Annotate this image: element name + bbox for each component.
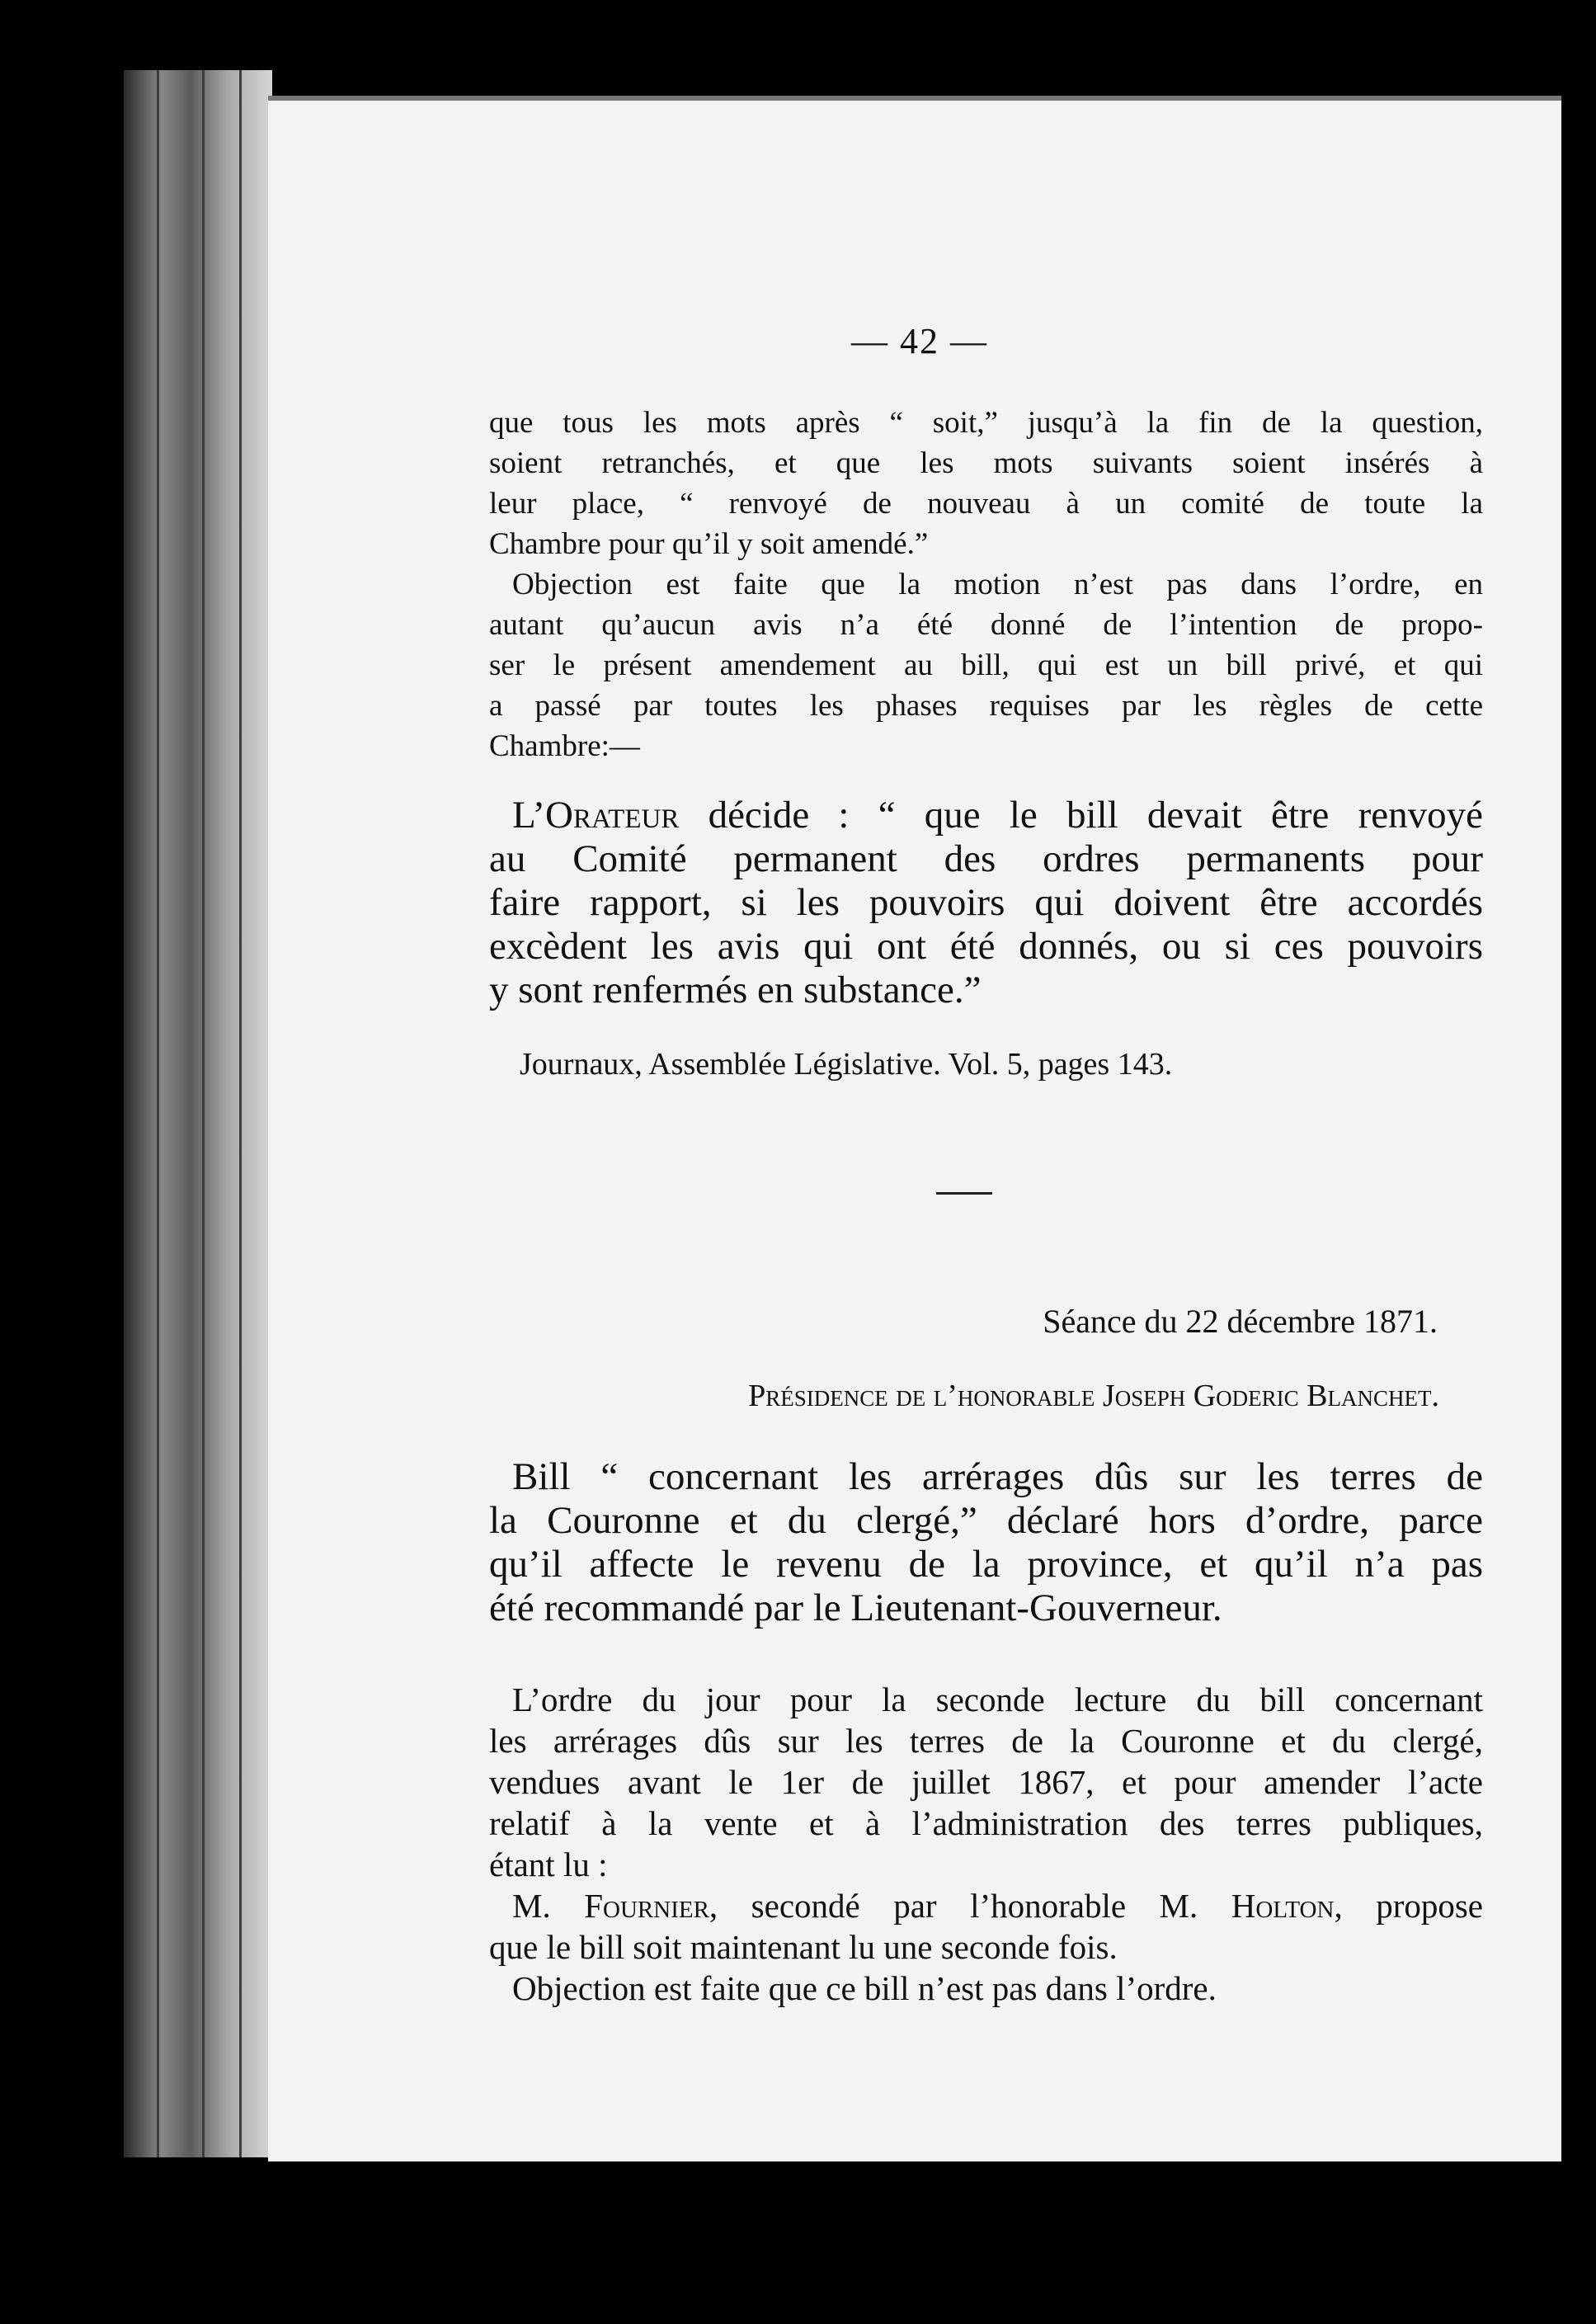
text-line: qu’il affecte le revenu de la province, et qu’il n’a pas <box>489 1543 1483 1586</box>
text-line: étant lu : <box>489 1846 608 1883</box>
presidence-heading: Présidence de l’honorable Joseph Goderic Blanchet. <box>748 1379 1439 1413</box>
speaker-name: L’Orateur <box>512 794 680 837</box>
paragraph-2 <box>489 564 1483 766</box>
session-date: Séance du 22 décembre 1871. <box>1043 1303 1438 1340</box>
paragraph-5 <box>489 1968 1483 2009</box>
page-number: — 42 — <box>851 321 988 361</box>
text-line: la Couronne et du clergé,” déclaré hors d’ordre, parce <box>489 1499 1483 1542</box>
member-name: Fournier <box>584 1887 709 1925</box>
paragraph-3 <box>489 1679 1483 1885</box>
motion-text: , secondé par l’honorable M. <box>709 1887 1231 1925</box>
text-line <box>489 794 1483 837</box>
binding-line <box>157 70 159 2157</box>
binding-line <box>239 70 242 2157</box>
motion-text: , propose <box>1334 1887 1484 1925</box>
member-name: Holton <box>1231 1887 1335 1925</box>
text-line: faire rapport, si les pouvoirs qui doivent être accordés <box>489 881 1483 924</box>
text-line: Objection est faite que ce bill n’est pas dans l’ordre. <box>512 1969 1217 2007</box>
book-binding-edge <box>124 70 272 2157</box>
text-line: leur place, “ renvoyé de nouveau à un comité de toute la <box>489 487 1483 521</box>
text-line: relatif à la vente et à l’administration des terres publiques, <box>489 1804 1483 1842</box>
book-page <box>268 99 1561 2161</box>
speaker-ruling-1 <box>489 794 1483 1012</box>
text-line: vendues avant le 1er de juillet 1867, et pour amender l’acte <box>489 1763 1483 1801</box>
binding-line <box>202 70 205 2157</box>
text-line: Objection est faite que la motion n’est pas dans l’ordre, en <box>512 568 1483 601</box>
text-line: y sont renfermés en substance.” <box>489 969 982 1011</box>
text-line: Chambre:— <box>489 729 640 763</box>
text-line: été recommandé par le Lieutenant-Gouverneur. <box>489 1586 1222 1629</box>
text-line: ser le présent amendement au bill, qui est un bill privé, et qui <box>489 648 1483 682</box>
text-line: a passé par toutes les phases requises par les règles de cette <box>489 689 1483 723</box>
text-line: excèdent les avis qui ont été donnés, ou si ces pouvoirs <box>489 925 1483 968</box>
text-line: au Comité permanent des ordres permanents pour <box>489 837 1483 880</box>
text-line: autant qu’aucun avis n’a été donné de l’intention de propo- <box>489 608 1483 642</box>
text-line: L’ordre du jour pour la seconde lecture du bill concernant <box>512 1681 1483 1718</box>
citation: Journaux, Assemblée Législative. Vol. 5, pages 143. <box>520 1047 1173 1082</box>
text-line <box>489 1885 1483 1926</box>
text-line: que le bill soit maintenant lu une seconde fois. <box>489 1928 1118 1966</box>
text-line: soient retranchés, et que les mots suivants soient insérés à <box>489 446 1483 480</box>
text-line: que tous les mots après “ soit,” jusqu’à la fin de la question, <box>489 406 1483 440</box>
motion-text: M. <box>512 1887 585 1925</box>
ruling-text: décide : “ que le bill devait être renvoyé <box>679 794 1483 837</box>
text-line: les arrérages dûs sur les terres de la Couronne et du clergé, <box>489 1722 1483 1760</box>
page-top-edge <box>268 96 1561 101</box>
text-line: Chambre pour qu’il y soit amendé.” <box>489 527 929 561</box>
paragraph-4 <box>489 1885 1483 1968</box>
ruling-2 <box>489 1455 1483 1630</box>
paragraph-1 <box>489 403 1483 564</box>
text-line: Bill “ concernant les arrérages dûs sur les terres de <box>512 1455 1483 1498</box>
section-divider <box>936 1192 992 1195</box>
